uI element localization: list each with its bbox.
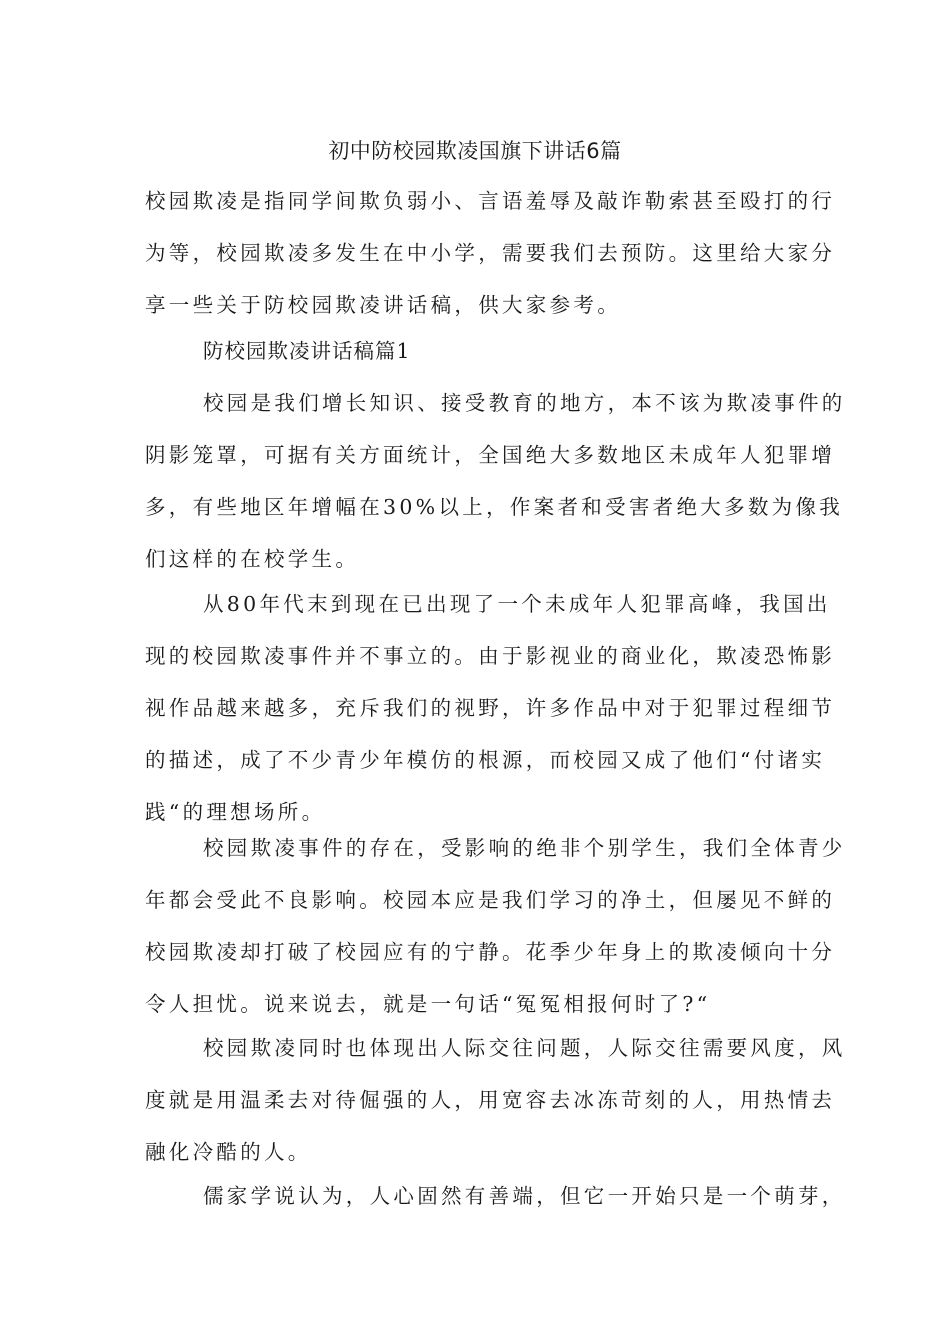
paragraph-line: 校园欺凌事件的存在，受影响的绝非个别学生，我们全体青少 xyxy=(203,836,846,860)
section-heading: 防校园欺凌讲话稿篇1 xyxy=(203,339,411,363)
intro-line: 享一些关于防校园欺凌讲话稿，供大家参考。 xyxy=(145,293,621,317)
paragraph-line: 现的校园欺凌事件并不事立的。由于影视业的商业化，欺凌恐怖影 xyxy=(145,644,836,668)
intro-paragraph xyxy=(145,175,836,331)
paragraph-line: 融化冷酷的人。 xyxy=(145,1140,312,1164)
paragraph-4 xyxy=(145,1022,846,1178)
paragraph-line: 校园欺凌同时也体现出人际交往问题，人际交往需要风度，风 xyxy=(203,1036,846,1060)
paragraph-1 xyxy=(145,377,846,585)
paragraph-line: 践“的理想场所。 xyxy=(145,800,326,824)
paragraph-line: 的描述，成了不少青少年模仿的根源，而校园又成了他们“付诸实 xyxy=(145,748,826,772)
paragraph-line: 多，有些地区年增幅在30%以上，作案者和受害者绝大多数为像我 xyxy=(145,495,844,519)
paragraph-line: 校园欺凌却打破了校园应有的宁静。花季少年身上的欺凌倾向十分 xyxy=(145,940,836,964)
document-title: 初中防校园欺凌国旗下讲话6篇 xyxy=(328,139,622,163)
paragraph-line: 从80年代末到现在已出现了一个未成年人犯罪高峰，我国出 xyxy=(203,592,831,616)
paragraph-line: 校园是我们增长知识、接受教育的地方，本不该为欺凌事件的 xyxy=(203,391,846,415)
paragraph-line: 度就是用温柔去对待倔强的人，用宽容去冰冻苛刻的人，用热情去 xyxy=(145,1088,836,1112)
paragraph-line: 视作品越来越多，充斥我们的视野，许多作品中对于犯罪过程细节 xyxy=(145,696,836,720)
paragraph-line: 令人担忧。说来说去，就是一句话“冤冤相报何时了?“ xyxy=(145,992,711,1016)
paragraph-3 xyxy=(145,822,846,1030)
paragraph-line: 阴影笼罩，可据有关方面统计，全国绝大多数地区未成年人犯罪增 xyxy=(145,443,836,467)
paragraph-line: 儒家学说认为，人心固然有善端，但它一开始只是一个萌芽， xyxy=(203,1184,846,1208)
intro-line: 校园欺凌是指同学间欺负弱小、言语羞辱及敲诈勒索甚至殴打的行 xyxy=(145,189,836,213)
paragraph-2 xyxy=(145,578,836,838)
paragraph-line: 年都会受此不良影响。校园本应是我们学习的净土，但屡见不鲜的 xyxy=(145,888,836,912)
paragraph-5 xyxy=(145,1170,846,1222)
intro-line: 为等，校园欺凌多发生在中小学，需要我们去预防。这里给大家分 xyxy=(145,241,836,265)
paragraph-line: 们这样的在校学生。 xyxy=(145,547,360,571)
